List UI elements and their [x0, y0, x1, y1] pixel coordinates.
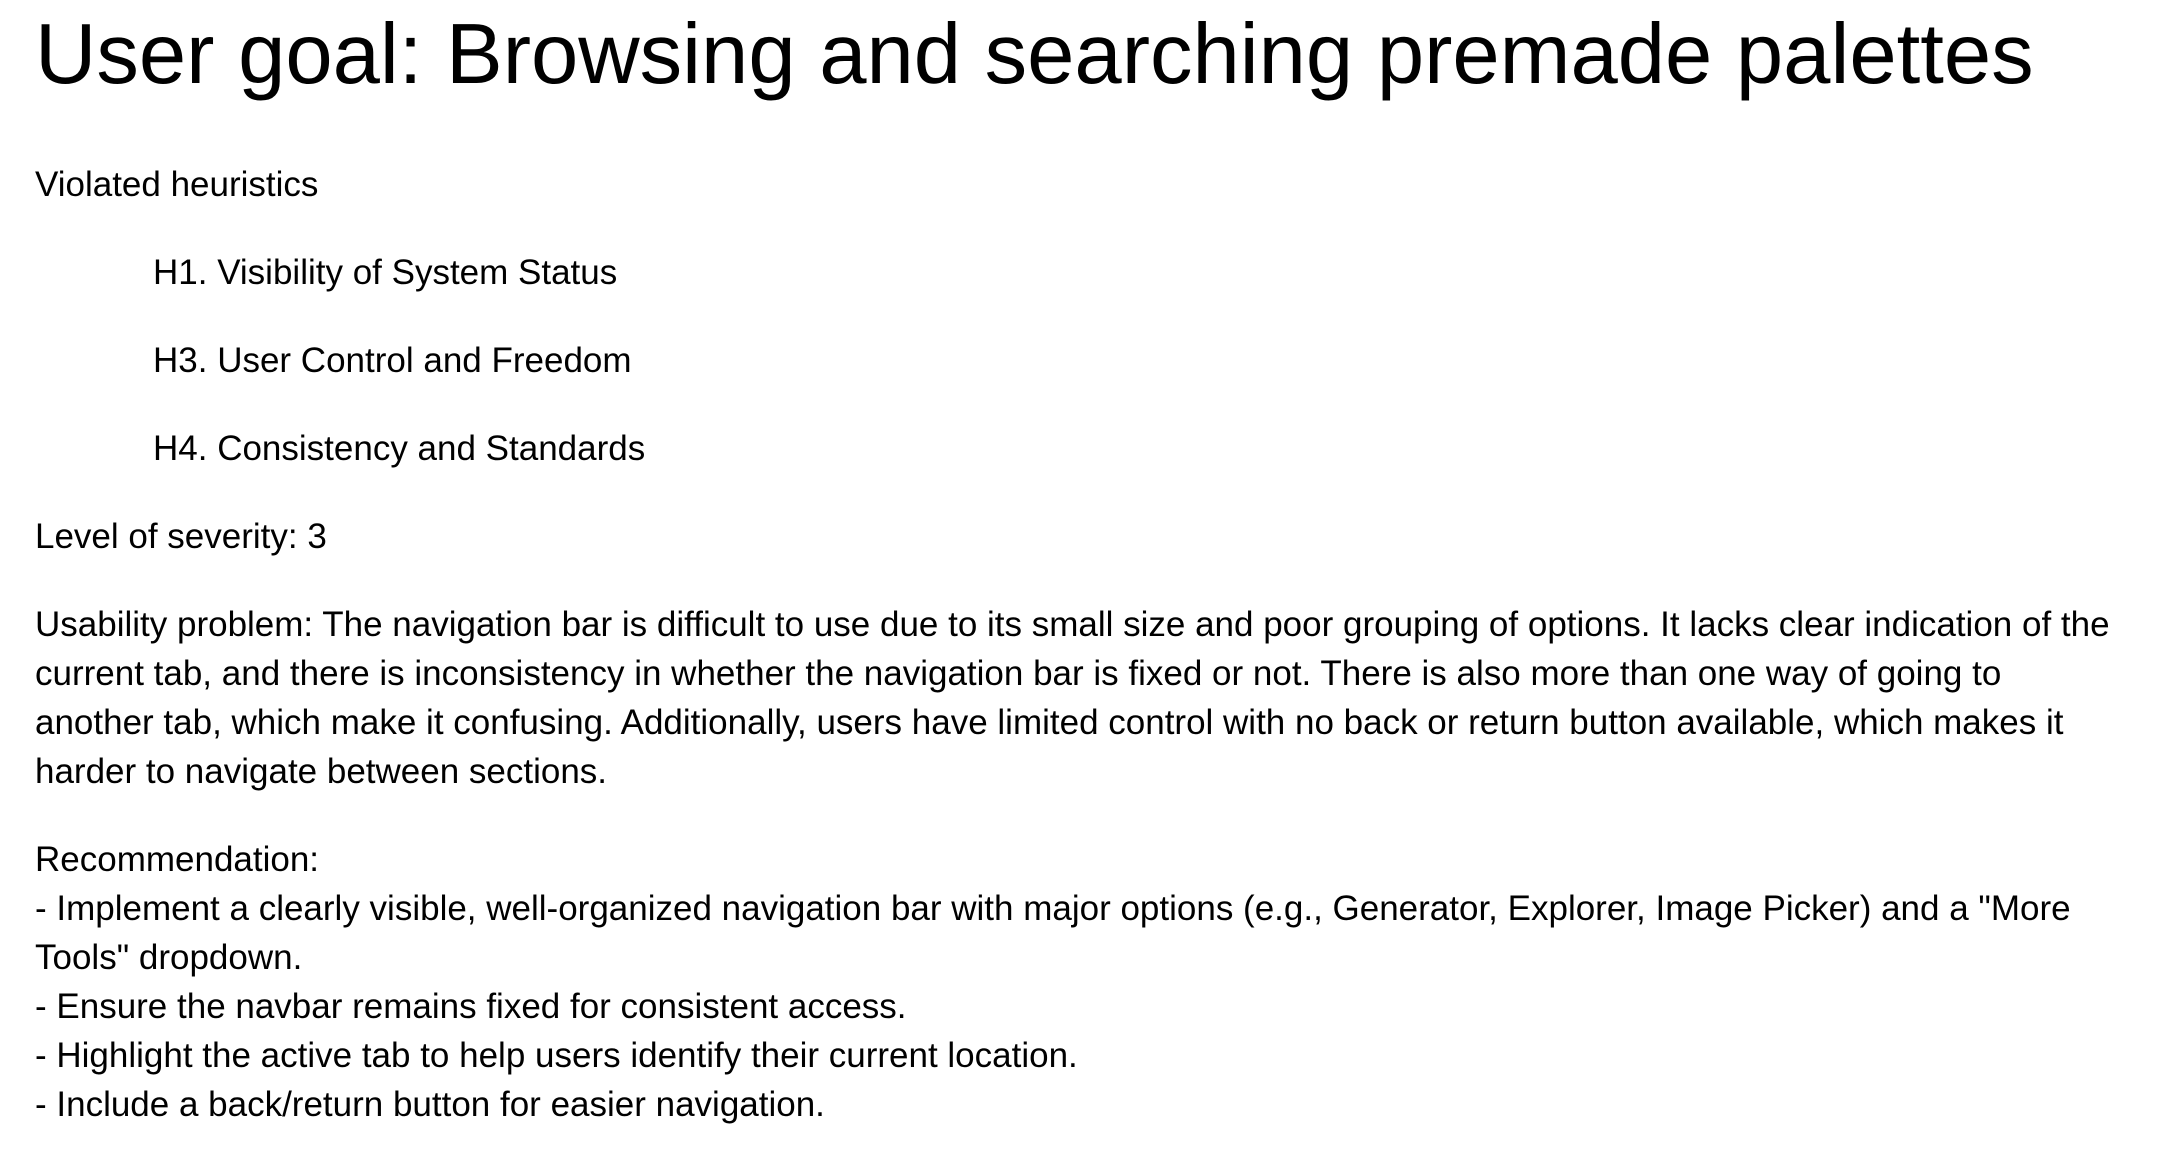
usability-problem	[35, 600, 2165, 796]
recommendation-line: Tools" dropdown.	[35, 938, 303, 977]
usability-problem-line: harder to navigate between sections.	[35, 752, 608, 791]
recommendation-line: - Implement a clearly visible, well-organized navigation bar with major options (e.g., Generator, Explorer, Image Picker) and a "More	[35, 889, 2071, 928]
usability-problem-line: another tab, which make it confusing. Additionally, users have limited control with no back or return button available, which makes it	[35, 703, 2064, 742]
recommendation-line: - Ensure the navbar remains fixed for consistent access.	[35, 987, 907, 1026]
usability-problem-line: Usability problem: The navigation bar is difficult to use due to its small size and poor grouping of options. It lacks clear indication of the	[35, 605, 2110, 644]
recommendation-line: - Highlight the active tab to help users identify their current location.	[35, 1036, 1078, 1075]
heuristic-item: H3. User Control and Freedom	[153, 341, 632, 380]
heuristic-item: H4. Consistency and Standards	[153, 429, 646, 468]
page-title: User goal: Browsing and searching premade palettes	[35, 7, 2034, 102]
violated-heuristics-heading: Violated heuristics	[35, 165, 319, 204]
recommendation-section	[35, 835, 2165, 1129]
usability-problem-line: current tab, and there is inconsistency in whether the navigation bar is fixed or not. There is also more than one way of going to	[35, 654, 2002, 693]
heuristic-item: H1. Visibility of System Status	[153, 253, 618, 292]
severity-level: Level of severity: 3	[35, 517, 327, 556]
recommendation-line: - Include a back/return button for easier navigation.	[35, 1085, 825, 1124]
recommendation-heading: Recommendation:	[35, 840, 320, 879]
